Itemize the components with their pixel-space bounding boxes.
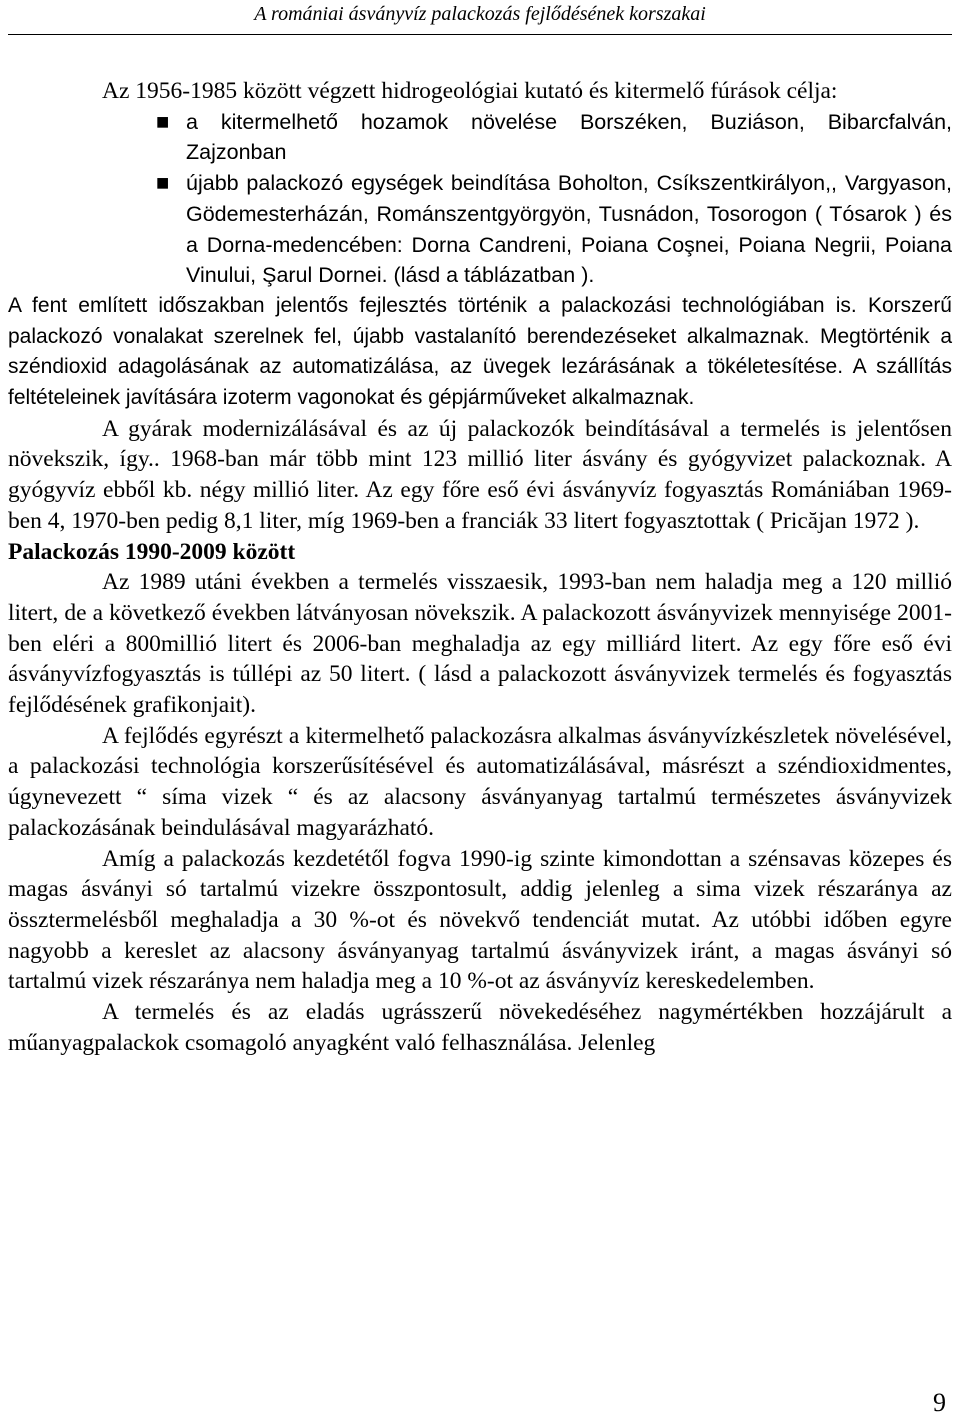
list-item-text: újabb palackozó egységek beindítása Boholton, Csíkszentkirályon,, Vargyason, Gödemesterházán, Románszentgyörgyön, Tusnádon, Tosorogon ( Tósarok ) és a Dorna-medencében: Dorna Candreni, Poiana Coşnei, Poiana Negrii, Poiana Vinului, Şarul Dornei. (lásd a táblázatban ). [186,171,952,288]
page-body [8,76,952,1059]
square-bullet-icon: ■ [156,170,170,196]
bullet-list [8,107,952,291]
list-item-text: a kitermelhető hozamok növelése Borszéken, Buziáson, Bibarcfalván, Zajzonban [186,109,952,165]
paragraph-after-1989: Az 1989 utáni években a termelés visszaesik, 1993-ban nem haladja meg a 120 millió litert, de a következő években látványosan növekszik. A palackozott ásványvizek mennyisége 2001-ben eléri a 800millió litert és 2006-ban meghaladja az egy milliárd litert. Az egy főre eső évi ásványvízfogyasztás is túllépi az 50 litert. ( lásd a palackozott ásványvizek termelés és fogyasztás fejlődésének grafikonjait). [8,569,952,719]
square-bullet-icon: ■ [156,108,170,134]
header-rule [8,34,952,35]
paragraph-plastic-bottles: A termelés és az eladás ugrásszerű növekedéséhez nagymértékben hozzájárult a műanyagpalackok csomagoló anyagként való felhasználása. Jelenleg [8,999,952,1056]
paragraph-development: A fejlődés egyrészt a kitermelhető palackozásra alkalmas ásványvízkészletek növelésével, a palackozási technológia korszerűsítésével és automatizálásával, másrészt a széndioxidmentes, úgynevezett “ síma vizek “ és az alacsony ásványanyag tartalmú természetes ásványvizek palackozásának beindulásával magyarázható. [8,722,952,841]
paragraph-production: A gyárak modernizálásával és az új palackozók beindításával a termelés is jelentősen növekszik, így.. 1968-ban már több mint 123 millió liter ásvány és gyógyvizet palackoznak. A gyógyvíz ebből kb. négy millió liter. Az egy főre eső évi ásványvíz fogyasztás Romániában 1969-ben 4, 1970-ben pedig 8,1 liter, míg 1969-ben a franciák 33 litert fogyasztottak ( Pricăjan 1972 ). [8,415,952,534]
list-item [156,107,952,168]
section-heading: Palackozás 1990-2009 között [8,538,296,565]
paragraph-technology: A fent említett időszakban jelentős fejlesztés történik a palackozási technológiában is. Korszerű palackozó vonalakat szerelnek fel, újabb vastalanító berendezéseket alkalmaznak. Megtörténik a széndioxid adagolásának az automatizálása, az üvegek lezárásának a tökéletesítése. A szállítás feltételeinek javítására izoterm vagonokat és gépjárműveket alkalmaznak. [8,293,952,410]
page-number: 9 [933,1388,946,1417]
paragraph-still-water: Amíg a palackozás kezdetétől fogva 1990-ig szinte kimondottan a szénsavas közepes és magas ásványi só tartalmú vizekre összpontosult, addig jelenleg a sima vizek részaránya az össztermelésből meghaladja a 30 %-ot és növekvő tendenciát mutat. Az utóbbi időben egyre nagyobb a kereslet az alacsony ásványanyag tartalmú ásványvizek iránt, a magas ásványi só tartalmú vizek részaránya nem haladja meg a 10 %-ot az ásványvíz kereskedelemben. [8,845,952,995]
list-item [156,168,952,291]
running-header: A romániai ásványvíz palackozás fejlődésének korszakai [254,3,706,25]
intro-paragraph: Az 1956-1985 között végzett hidrogeológiai kutató és kitermelő fúrások célja: [102,78,838,104]
